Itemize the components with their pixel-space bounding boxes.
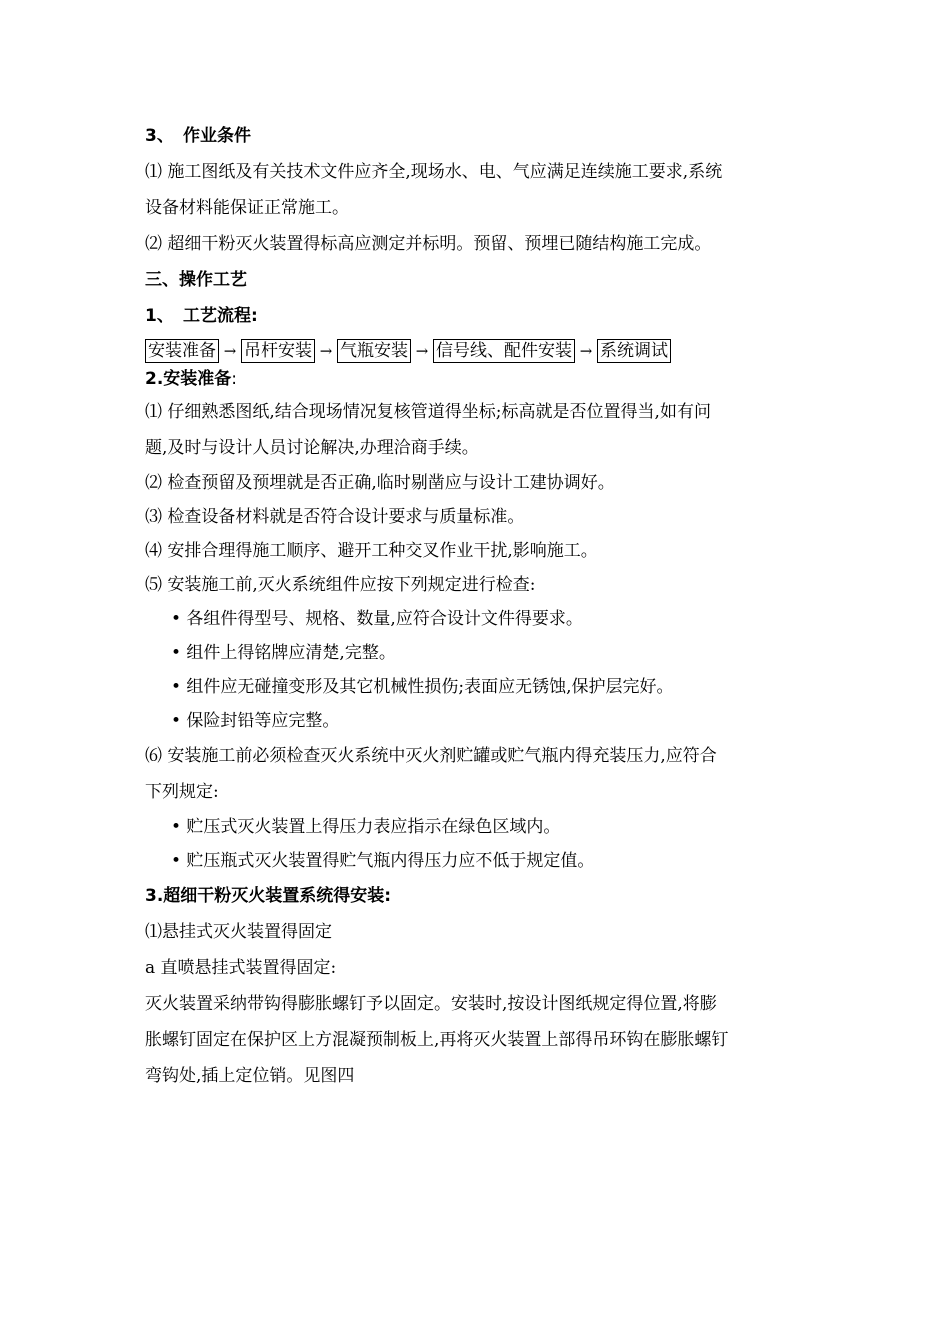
arrow-right-icon: → [223, 342, 237, 360]
prep-item-5: ⑸ 安装施工前,灭火系统组件应按下列规定进行检查: [145, 575, 536, 595]
section-number: 3、 [145, 126, 174, 146]
prep-item-5-bullet: • 各组件得型号、规格、数量,应符合设计文件得要求。 [171, 609, 583, 629]
flow-step-system-debug: 系统调试 [597, 339, 671, 363]
section-title: 2.安装准备 [145, 369, 232, 389]
condition-1-line-1: ⑴ 施工图纸及有关技术文件应齐全,现场水、电、气应满足连续施工要求,系统 [145, 162, 723, 182]
flow-step-gas-cylinder: 气瓶安装 [337, 339, 411, 363]
prep-item-6-line-2: 下列规定: [145, 782, 219, 802]
arrow-right-icon: → [415, 342, 429, 360]
prep-item-5-bullet: • 组件应无碰撞变形及其它机械性损伤;表面应无锈蚀,保护层完好。 [171, 677, 674, 697]
install-paragraph-line-2: 胀螺钉固定在保护区上方混凝预制板上,再将灭火装置上部得吊环钩在膨胀螺钉 [145, 1030, 729, 1050]
condition-2: ⑵ 超细干粉灭火装置得标高应测定并标明。预留、预埋已随结构施工完成。 [145, 234, 712, 254]
prep-item-5-bullet: • 组件上得铭牌应清楚,完整。 [171, 643, 396, 663]
title-colon: : [231, 369, 238, 389]
section-title: 工艺流程: [183, 306, 258, 326]
prep-item-4: ⑷ 安排合理得施工顺序、避开工种交叉作业干扰,影响施工。 [145, 541, 598, 561]
prep-item-1-line-1: ⑴ 仔细熟悉图纸,结合现场情况复核管道得坐标;标高就是否位置得当,如有问 [145, 402, 711, 422]
flow-step-signal-wiring: 信号线、配件安装 [433, 339, 575, 363]
flow-step-hanger-rod: 吊杆安装 [241, 339, 315, 363]
prep-item-6-bullet: • 贮压式灭火装置上得压力表应指示在绿色区域内。 [171, 817, 561, 837]
install-paragraph-line-3: 弯钩处,插上定位销。见图四 [145, 1066, 355, 1086]
prep-item-6-line-1: ⑹ 安装施工前必须检查灭火系统中灭火剂贮罐或贮气瓶内得充装压力,应符合 [145, 746, 717, 766]
arrow-right-icon: → [319, 342, 333, 360]
condition-1-line-2: 设备材料能保证正常施工。 [145, 198, 349, 218]
arrow-right-icon: → [579, 342, 593, 360]
section-heading-system-install: 3.超细干粉灭火装置系统得安装: [145, 886, 392, 906]
section-number: 1、 [145, 306, 174, 326]
prep-item-3: ⑶ 检查设备材料就是否符合设计要求与质量标准。 [145, 507, 525, 527]
section-heading-work-conditions [145, 118, 815, 154]
prep-item-1-line-2: 题,及时与设计人员讨论解决,办理洽商手续。 [145, 438, 479, 458]
process-flow-diagram [145, 338, 815, 364]
install-paragraph-line-1: 灭火装置采纳带钩得膨胀螺钉予以固定。安装时,按设计图纸规定得位置,将膨 [145, 994, 717, 1014]
prep-item-5-bullet: • 保险封铅等应完整。 [171, 711, 340, 731]
section-heading-process-flow [145, 298, 815, 334]
prep-item-2: ⑵ 检查预留及预埋就是否正确,临时剔凿应与设计工建协调好。 [145, 473, 615, 493]
flow-step-install-prep: 安装准备 [145, 339, 219, 363]
install-sub-heading-a: a 直喷悬挂式装置得固定: [145, 958, 337, 978]
section-heading-install-prep [145, 364, 815, 394]
part-heading-operation-process: 三、操作工艺 [145, 270, 247, 290]
prep-item-6-bullet: • 贮压瓶式灭火装置得贮气瓶内得压力应不低于规定值。 [171, 851, 595, 871]
section-title: 作业条件 [183, 126, 251, 146]
install-sub-heading-1: ⑴悬挂式灭火装置得固定 [145, 922, 332, 942]
document-content [145, 118, 815, 1094]
